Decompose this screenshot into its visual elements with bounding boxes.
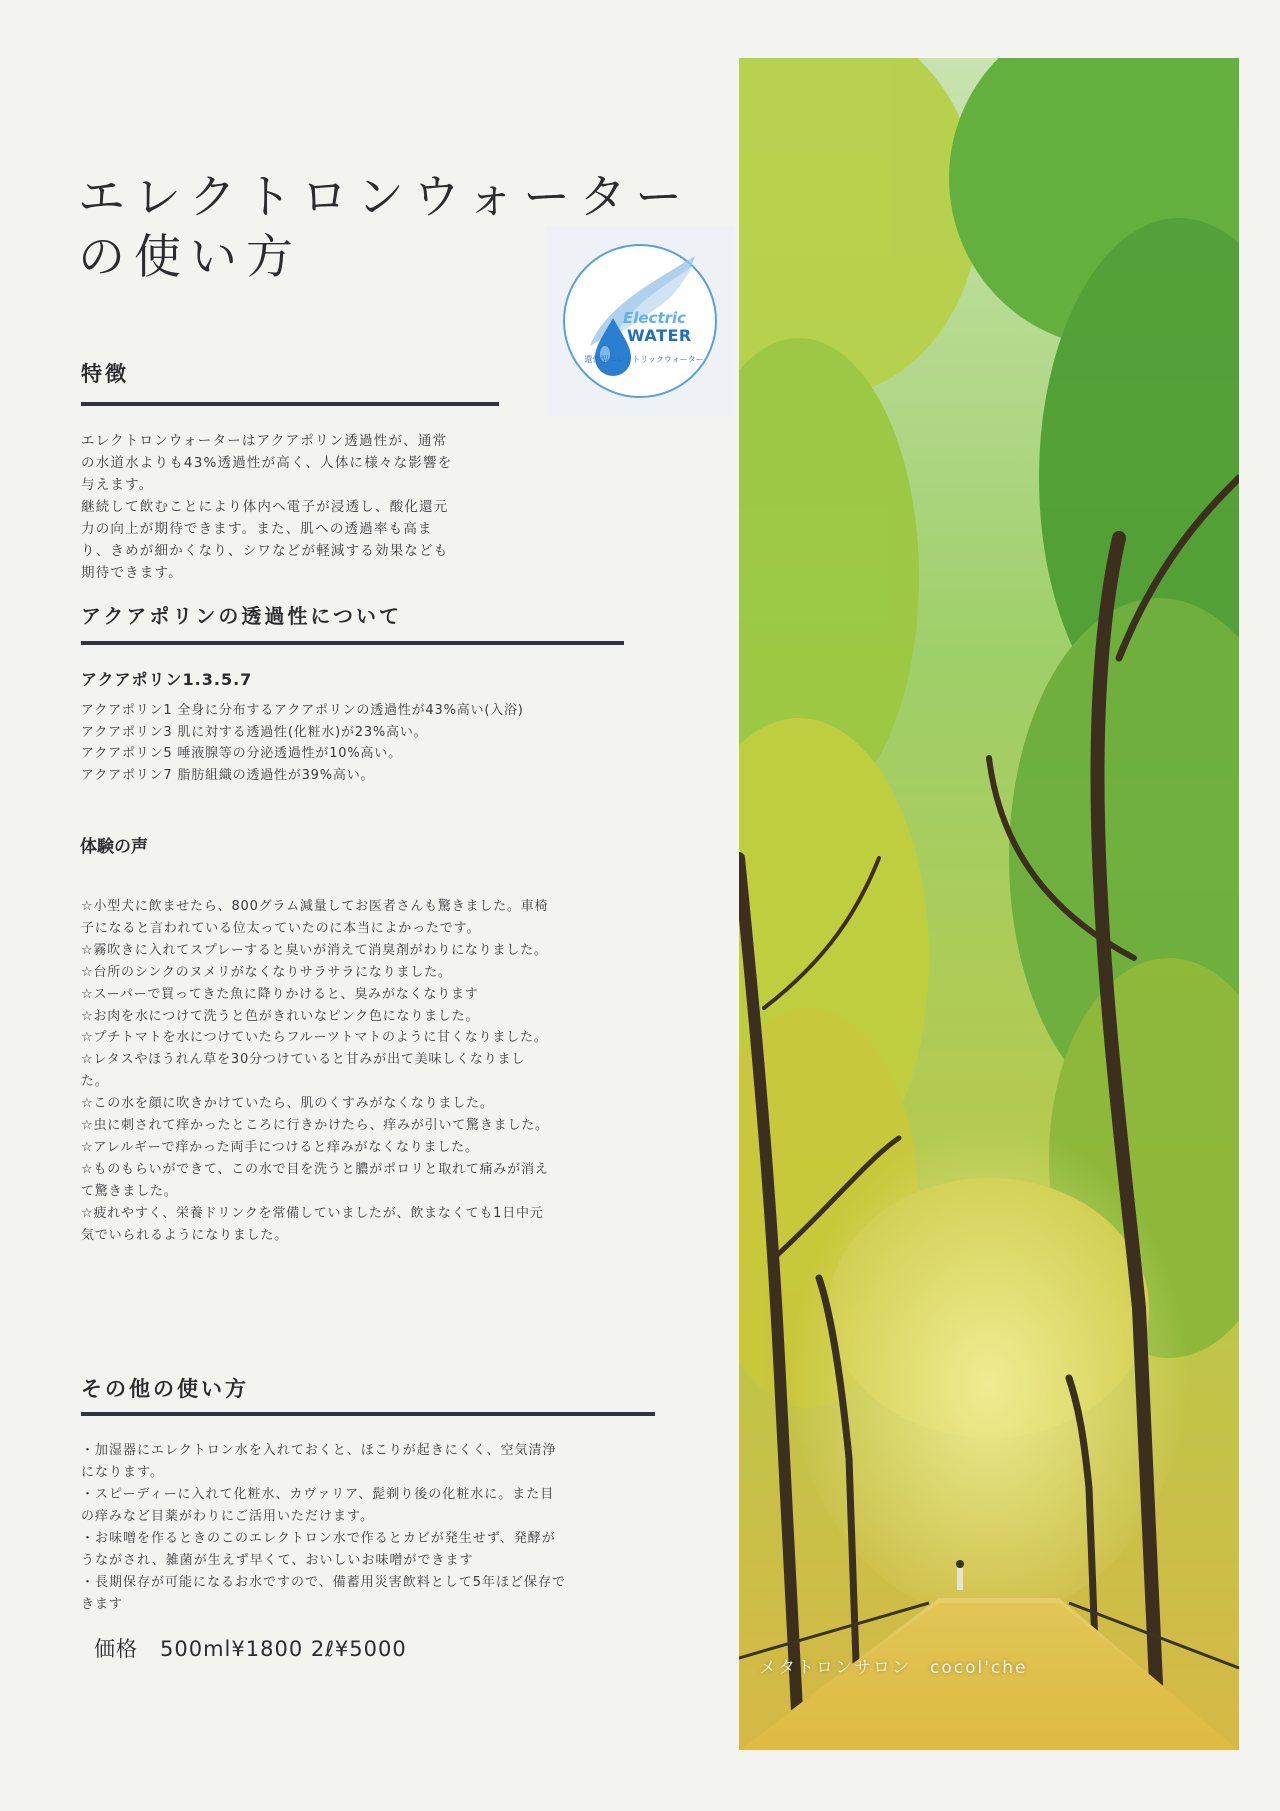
other-use-line: になります。 — [81, 1465, 164, 1480]
testimonial-line: ☆スーパーで買ってきた魚に降りかけると、臭みがなくなります — [81, 986, 479, 1002]
testimonial-line: 気でいられるようになりました。 — [81, 1227, 289, 1243]
other-uses-divider — [81, 1412, 655, 1416]
logo-subtitle: 還性型エレクトリックウォーター — [584, 355, 704, 364]
logo-brand-line-1: Electric — [623, 309, 687, 327]
testimonial-line: ☆お肉を水につけて洗うと色がきれいなピンク色になりました。 — [81, 1008, 480, 1024]
other-use-line: の痒みなど目薬がわりにご活用いただけます。 — [81, 1509, 374, 1524]
list-item: アクアポリン1 全身に分布するアクアポリンの透過性が43%高い(入浴) — [81, 703, 524, 718]
aquaporin-list — [81, 700, 641, 786]
testimonial-line: ☆プチトマトを水につけていたらフルーツトマトのように甘くなりました。 — [81, 1030, 548, 1046]
other-uses-list — [81, 1440, 681, 1616]
ginkgo-avenue-photo — [739, 58, 1239, 1750]
features-heading: 特徴 — [81, 362, 129, 386]
other-use-line: ・お味噌を作るときのこのエレクトロン水で作るとカビが発生せず、発酵が — [81, 1531, 556, 1546]
testimonial-line: た。 — [81, 1074, 109, 1090]
list-item: アクアポリン7 脂肪組織の透過性が39%高い。 — [81, 767, 375, 783]
testimonial-line: ☆アレルギーで痒かった両手につけると痒みがなくなりました。 — [81, 1139, 479, 1155]
other-use-line: ・加湿器にエレクトロン水を入れておくと、ほこりが起きにくく、空気清浄 — [81, 1443, 557, 1458]
aquaporin-heading: アクアポリンの透過性について — [81, 604, 402, 628]
logo-brand-line-2: WATER — [627, 326, 692, 345]
other-use-line: うながされ、雑菌が生えず早くて、おいしいお味噌ができます — [81, 1553, 474, 1568]
testimonial-line: ☆小型犬に飲ませたら、800グラム減量してお医者さんも驚きました。車椅 — [81, 899, 549, 914]
testimonial-line: ☆台所のシンクのヌメリがなくなりサラサラになりました。 — [81, 964, 452, 980]
other-use-line: ・長期保存が可能になるお水ですので、備蓄用災害飲料として5年ほど保存で — [81, 1575, 567, 1590]
features-text: エレクトロンウォーターはアクアポリン透過性が、通常 の水道水よりも43%透過性が高く、人体に様々な影響を 与えます。 継続して飲むことにより体内へ電子が浸透し、酸化還元 力の向上が期待できます。また、肌への透過率も高ま り、きめが細かくなり、シワなどが軽減する効果なども 期待できます。 — [81, 433, 453, 581]
testimonial-line: ☆ものもらいができて、この水で目を洗うと膿がポロリと取れて痛みが消え — [81, 1161, 549, 1177]
list-item: アクアポリン5 唾液腺等の分泌透過性が10%高い。 — [81, 746, 402, 761]
other-use-line: きます — [81, 1597, 124, 1612]
testimonial-line: ☆虫に刺されて痒かったところに行きかけたら、痒みが引いて驚きました。 — [81, 1118, 549, 1134]
aquaporin-divider — [81, 641, 624, 645]
testimonial-line: ☆疲れやすく、栄養ドリンクを常備していましたが、飲まなくても1日中元 — [81, 1205, 544, 1221]
testimonial-line: 子になると言われている位太っていたのに本当によかったです。 — [81, 920, 481, 936]
testimonials-list — [81, 896, 681, 1247]
title-line-2: の使い方 — [78, 230, 302, 285]
tree-avenue-image — [739, 58, 1239, 1750]
testimonial-line: ☆この水を顔に吹きかけていたら、肌のくすみがなくなりました。 — [81, 1096, 494, 1112]
list-item: アクアポリン3 肌に対する透過性(化粧水)が23%高い。 — [81, 724, 428, 740]
features-divider — [81, 402, 499, 406]
other-uses-heading: その他の使い方 — [81, 1377, 249, 1401]
testimonials-heading: 体験の声 — [80, 837, 148, 857]
price-text: 価格 500ml¥1800 2ℓ¥5000 — [94, 1637, 407, 1661]
aquaporin-subheading: アクアポリン1.3.5.7 — [81, 670, 253, 689]
testimonial-line: ☆霧吹きに入れてスプレーすると臭いが消えて消臭剤がわりになりました。 — [81, 942, 548, 958]
testimonial-line: て驚きました。 — [81, 1183, 178, 1199]
other-use-line: ・スピーディーに入れて化粧水、カヴァリア、髭剃り後の化粧水に。また目 — [81, 1487, 555, 1502]
electric-water-logo — [545, 226, 735, 416]
testimonial-line: ☆レタスやほうれん草を30分つけていると甘みが出て美味しくなりまし — [81, 1052, 526, 1068]
photo-caption: メタトロンサロン cocol'che — [759, 1658, 1028, 1678]
title-line-1: エレクトロンウォーター — [78, 170, 692, 225]
